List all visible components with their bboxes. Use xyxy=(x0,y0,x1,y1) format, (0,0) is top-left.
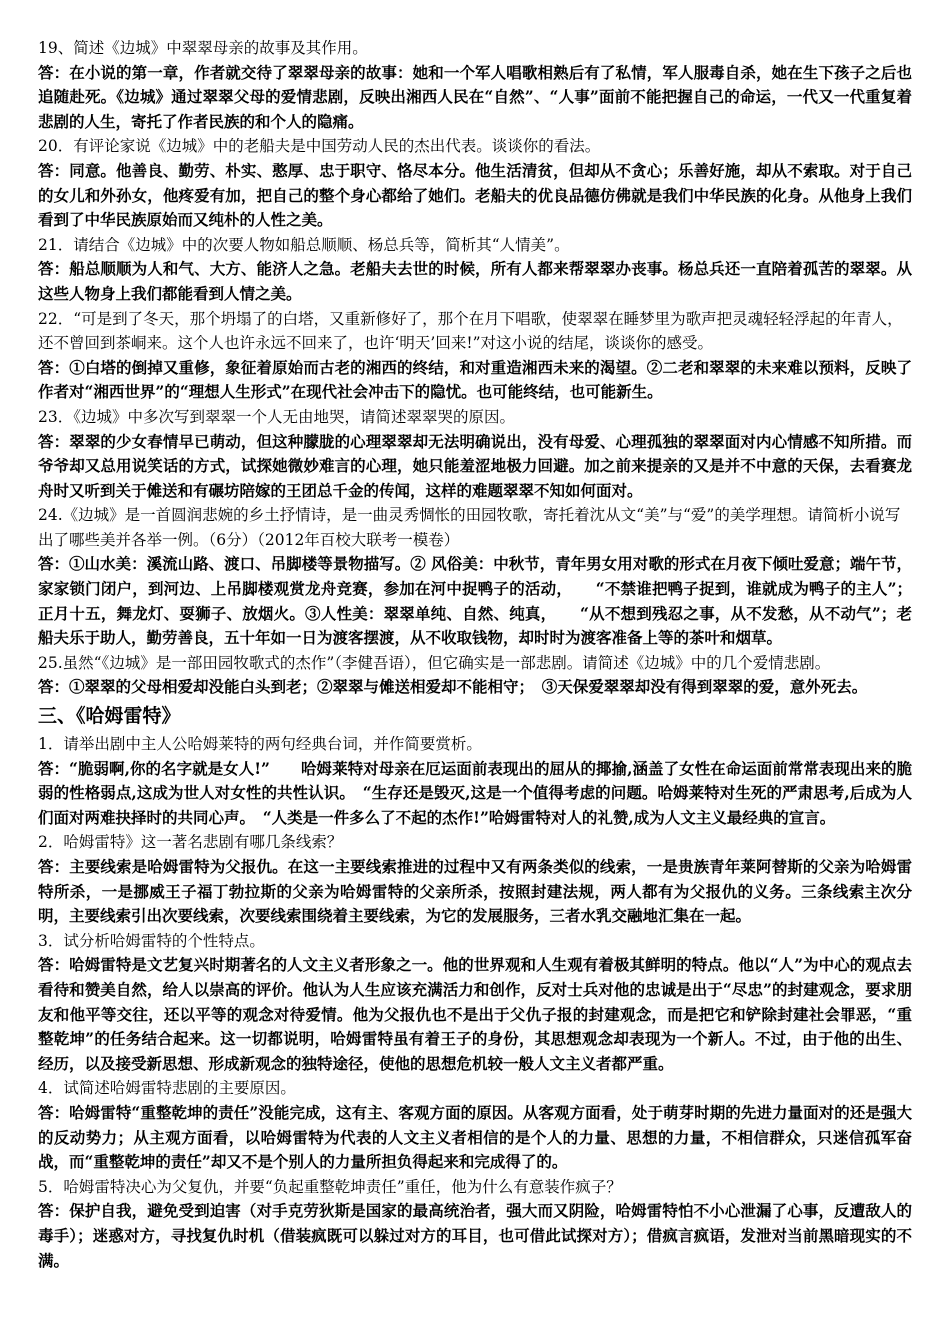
question-22: 22．“可是到了冬天，那个坍塌了的白塔，又重新修好了，那个在月下唱歌，使翠翠在睡梦里为歌声把灵魂轻轻浮起的年青人，还不曾回到茶峒来。这个人也许永远不回来了，也许‘明天’回来!”对这小说的结尾，谈谈你的感受。 xyxy=(38,309,903,353)
question-24: 24.《边城》是一首圆润悲婉的乡土抒情诗，是一曲灵秀惆怅的田园牧歌，寄托着沈从文“美”与“爱”的美学理想。请简析小说写出了哪些美并各举一例。（6分）（2012年百校大联考一模卷） xyxy=(38,506,901,549)
question-19: 19、简述《边城》中翠翠母亲的故事及其作用。 xyxy=(38,39,368,57)
question-hamlet-3: 3．试分析哈姆雷特的个性特点。 xyxy=(38,931,265,950)
answer-22: 答：①白塔的倒掉又重修，象征着原始而古老的湘西的终结，和对重造湘西未来的渴望。②二老和翠翠的未来难以预料，反映了作者对“湘西世界”的“理想人生形式”在现代社会冲击下的隐忧。也可能终结，也可能新生。 xyxy=(38,357,912,402)
section-heading-hamlet: 三、《哈姆雷特》 xyxy=(38,705,181,728)
question-hamlet-2: 2．哈姆雷特》这一著名悲剧有哪几条线索？ xyxy=(38,833,343,852)
answer-hamlet-4: 答：哈姆雷特“重整乾坤的责任”没能完成，这有主、客观方面的原因。从客观方面看，处于萌芽时期的先进力量面对的还是强大的反动势力；从主观方面看，以哈姆雷特为代表的人文主义者相信的是个人的力量、思想的力量，不相信群众，只迷信孤军奋战，而“重整乾坤的责任”却又不是个别人的力量所担负得起来和完成得了的。 xyxy=(38,1102,912,1172)
question-21: 21．请结合《边城》中的次要人物如船总顺顺、杨总兵等，简析其“人情美”。 xyxy=(38,235,570,254)
question-23: 23．《边城》中多次写到翠翠一个人无由地哭，请简述翠翠哭的原因。 xyxy=(38,407,515,426)
answer-23: 答：翠翠的少女春情早已萌动，但这种朦胧的心理翠翠却无法明确说出，没有母爱、心理孤独的翠翠面对内心情感不知所措。而爷爷却又总用说笑话的方式，试探她微妙难言的心理，她只能羞涩地极力回避。加之前来提亲的又是并不中意的天保，去看赛龙舟时又听到关于傩送和有碾坊陪嫁的王团总千金的传闻，这样的难题翠翠不知如何面对。 xyxy=(38,431,912,500)
question-25: 25.虽然“《边城》是一部田园牧歌式的杰作”（李健吾语），但它确实是一部悲剧。请简述《边城》中的几个爱情悲剧。 xyxy=(38,653,831,672)
answer-21: 答：船总顺顺为人和气、大方、能济人之急。老船夫去世的时候，所有人都来帮翠翠办丧事。杨总兵还一直陪着孤苦的翠翠。从这些人物身上我们都能看到人情之美。 xyxy=(38,259,912,303)
answer-24: 答：①山水美：溪流山路、渡口、吊脚楼等景物描写。② 风俗美：中秋节，青年男女用对歌的形式在月夜下倾吐爱意；端午节，家家锁门闭户，到河边、上吊脚楼观赏龙舟竞赛，参加在河中捉鸭子的活动， “不禁谁把鸭子捉到，谁就成为鸭子的主人”；正月十五，舞龙灯、耍狮子、放烟火。③人性美：翠翠单纯、自然、纯真， “从不想到残忍之事，从不发愁，从不动气”；老船夫乐于助人，勤劳善良，五十年如一日为渡客摆渡，从不收取钱物，却时时为渡客准备上等的茶叶和烟草。 xyxy=(38,554,912,648)
answer-hamlet-1: 答：“脆弱啊,你的名字就是女人!” 哈姆莱特对母亲在厄运面前表现出的屈从的揶揄,涵盖了女性在命运面前常常表现出来的脆弱的性格弱点,这成为世人对女性的共性认识。 “生存还是毁灭,这是一个值得考虑的问题。哈姆莱特对生死的严肃思考,后成为人们面对两难抉择时的共同心声。 “人类是一件多么了不起的杰作!”哈姆雷特对人的礼赞,成为人文主义最经典的宣言。 xyxy=(38,758,912,827)
question-hamlet-1: 1．请举出剧中主人公哈姆莱特的两句经典台词，并作简要赏析。 xyxy=(38,735,482,754)
question-hamlet-4: 4．试简述哈姆雷特悲剧的主要原因。 xyxy=(38,1079,296,1098)
answer-19: 答：在小说的第一章，作者就交待了翠翠母亲的故事：她和一个军人唱歌相熟后有了私情，军人服毒自杀，她在生下孩子之后也追随赴死。《边城》通过翠翠父母的爱情悲剧，反映出湘西人民在“自然”、“人事”面前不能把握自己的命运，一代又一代重复着悲剧的人生，寄托了作者民族的和个人的隐痛。 xyxy=(38,62,912,131)
answer-25: 答：①翠翠的父母相爱却没能白头到老；②翠翠与傩送相爱却不能相守； ③天保爱翠翠却没有得到翠翠的爱，意外死去。 xyxy=(38,677,868,697)
question-20: 20．有评论家说《边城》中的老船夫是中国劳动人民的杰出代表。谈谈你的看法。 xyxy=(38,137,601,156)
answer-hamlet-5: 答：保护自我，避免受到迫害（对手克劳狄斯是国家的最高统治者，强大而又阴险，哈姆雷特怕不小心泄漏了心事，反遭敌人的毒手）；迷惑对方，寻找复仇时机（借装疯既可以躲过对方的耳目，也可借此试探对方）；借疯言疯语，发泄对当前黑暗现实的不满。 xyxy=(38,1201,912,1270)
question-hamlet-5: 5．哈姆雷特决心为父复仇，并要“负起重整乾坤责任”重任，他为什么有意装作疯子？ xyxy=(38,1177,622,1196)
answer-hamlet-3: 答：哈姆雷特是文艺复兴时期著名的人文主义者形象之一。他的世界观和人生观有着极其鲜明的特点。他以“人”为中心的观点去看待和赞美自然，给人以崇高的评价。他认为人生应该充满活力和创作，反对士兵对他的忠诚是出于“尽忠”的封建观念，要求朋友和他平等交往，还以平等的观念对待爱情。他为父报仇也不是出于父仇子报的封建观念，而是把它和铲除封建社会罪恶，“重整乾坤”的任务结合起来。这一切都说明，哈姆雷特虽有着王子的身份，其思想观念却表现为一个新人。不过，由于他的出生、经历，以及接受新思想、形成新观念的独特途径，使他的思想危机较一般人文主义者都严重。 xyxy=(38,955,912,1073)
answer-20: 答：同意。他善良、勤劳、朴实、憨厚、忠于职守、恪尽本分。他生活清贫，但却从不贪心；乐善好施，却从不索取。对于自己的女儿和外孙女，他疼爱有加，把自己的整个身心都给了她们。老船夫的优良品德仿佛就是我们中华民族的化身。从他身上我们看到了中华民族原始而又纯朴的人性之美。 xyxy=(38,160,912,230)
answer-hamlet-2: 答：主要线索是哈姆雷特为父报仇。在这一主要线索推进的过程中又有两条类似的线索，一是贵族青年莱阿替斯的父亲为哈姆雷特所杀，一是挪威王子福丁勃拉斯的父亲为哈姆雷特的父亲所杀，按照封建法规，两人都有为父报仇的义务。三条线索主次分明，主要线索引出次要线索，次要线索围绕着主要线索，为它的发展服务，三者水乳交融地汇集在一起。 xyxy=(38,857,912,926)
